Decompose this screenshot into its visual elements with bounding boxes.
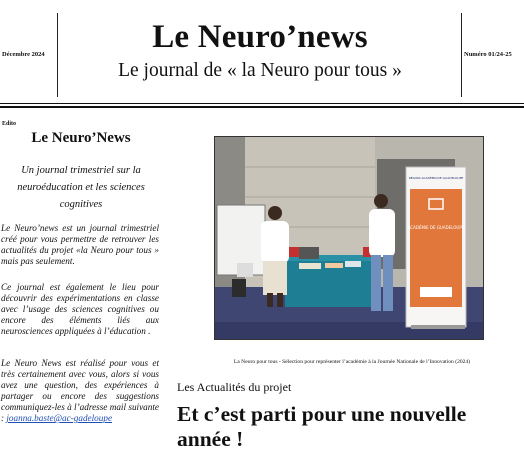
banner-title: ACADÉMIE DE GUADELOUPE (407, 225, 465, 230)
newspaper-title: Le Neuro’news (152, 19, 368, 55)
masthead-rule-thin (0, 103, 524, 104)
edito-paragraph-1: Le Neuro’news est un journal trimestriel créé pour vous permettre de retrouver les actualités du projet «la Neuro pour tous » mais pas seulement. (1, 223, 159, 267)
edito-paragraph-3-text: Le Neuro News est réalisé pour vous et très certainement avec vous, alors si vous avez une question, des expériences à partager ou encore des suggestions communiquez-les à l’adresse mail suivante : (1, 358, 159, 424)
banner-header: RÉGION ACADÉMIQUE GUADELOUPE (408, 176, 464, 180)
edito-title: Le Neuro’News (31, 130, 131, 146)
issue-number: Numéro 01/24-25 (464, 51, 512, 58)
issue-date: Décembre 2024 (2, 51, 45, 58)
section-heading: Les Actualités du projet (177, 380, 292, 394)
edito-tagline: Un journal trimestriel sur la neuroéducation et les sciences cognitives (17, 165, 145, 210)
event-photo (214, 136, 484, 340)
contact-email-link[interactable]: joanna.baste@ac-gadeloupe (6, 413, 113, 424)
edito-paragraph-2: Ce journal est également le lieu pour découvrir des expérimentations en classe avec l’usage des sciences cognitives ou encore des éléments liés aux neurosciences appliquées à l’éducation . (1, 282, 159, 337)
newspaper-subtitle: Le journal de « la Neuro pour tous » (118, 60, 402, 81)
masthead-rule-thick (0, 106, 524, 108)
edito-paragraph-3 (1, 358, 159, 424)
article-headline: Et c’est parti pour une nouvelle année ! (177, 402, 467, 451)
edito-label: Edito (2, 121, 17, 127)
photo-caption: La Neuro pour tous - Sélection pour représenter l’académie à la Journée Nationale de l’Innovation (2024) (233, 359, 471, 365)
